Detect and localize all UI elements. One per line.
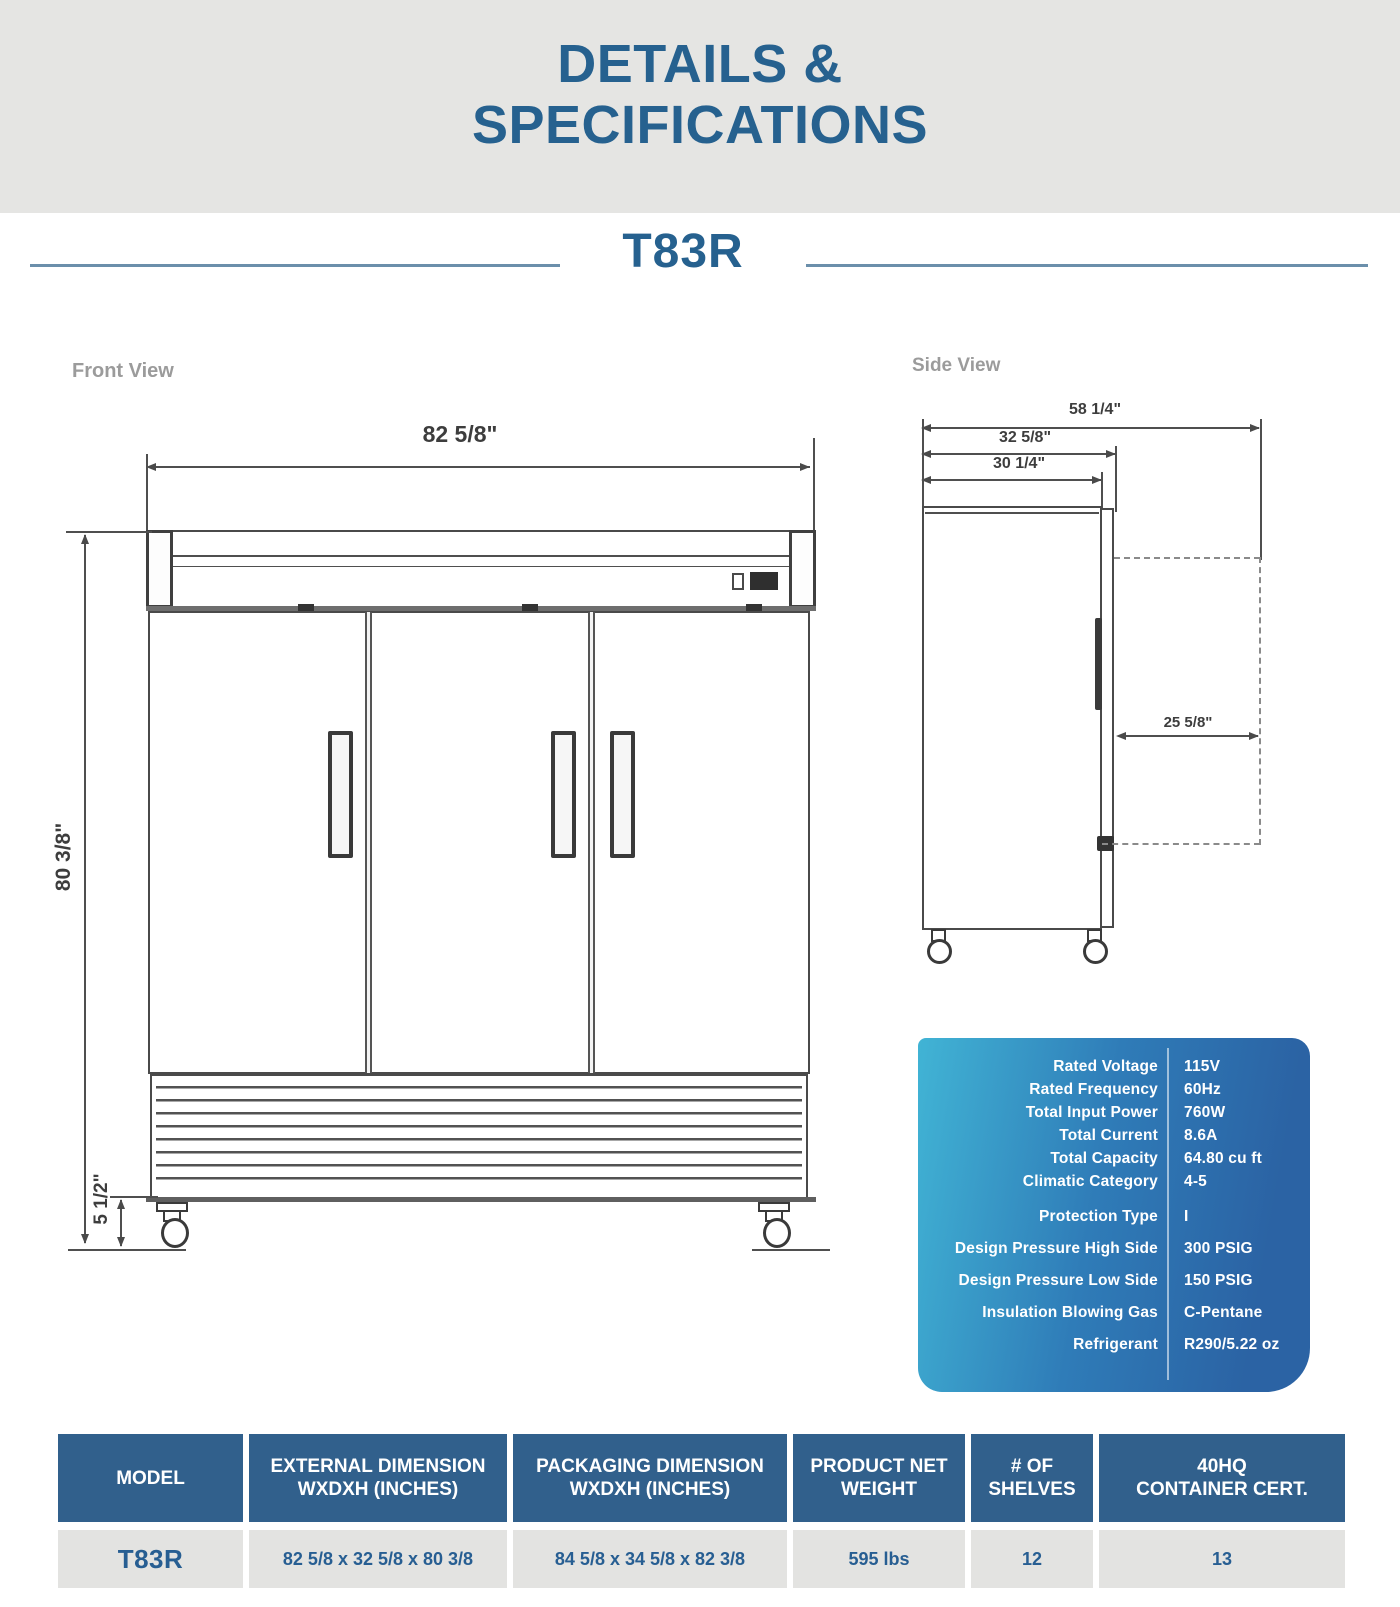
spec-label: Total Capacity [1050,1149,1158,1167]
col-header-packaging-dimension [513,1434,787,1522]
spec-label: Insulation Blowing Gas [982,1303,1158,1321]
col-header-line: WEIGHT [841,1479,917,1500]
front-door-2-handle [551,731,576,858]
spec-value: 4-5 [1184,1172,1208,1190]
front-band-line2 [150,566,812,567]
spec-value: I [1184,1207,1189,1225]
cell-external-dimension: 82 5/8 x 32 5/8 x 80 3/8 [249,1530,507,1588]
side-door-swing-line [1122,735,1258,737]
spec-value: 8.6A [1184,1126,1218,1144]
page-title-line1: DETAILS & [557,34,843,94]
front-height-dim-label: 80 3/8" [52,822,75,892]
col-header-line: 40HQ [1197,1456,1247,1477]
front-height-arrow-down-icon [81,1234,89,1244]
spec-row [918,1302,1310,1323]
side-ext-door-front [1115,446,1117,512]
spec-row [918,1148,1310,1169]
front-door-separator-2 [588,612,595,1073]
spec-row [918,1206,1310,1227]
spec-rows [918,1044,1310,1355]
front-door-separator-1 [365,612,372,1073]
spec-row [918,1079,1310,1100]
spec-value: R290/5.22 oz [1184,1335,1280,1353]
col-header-line: PRODUCT NET [810,1456,948,1477]
side-total-depth-arrow-right-icon [1250,424,1260,432]
spec-value: 150 PSIG [1184,1271,1253,1289]
col-header-shelves [971,1434,1093,1522]
spec-value: 60Hz [1184,1080,1221,1098]
front-switch [732,573,744,590]
side-ext-swing [1260,419,1262,560]
front-doors-outline [148,611,810,1074]
spec-table-header-row [58,1434,1345,1522]
spec-label: Total Input Power [1025,1103,1158,1121]
spec-row [918,1056,1310,1077]
spec-label: Protection Type [1039,1207,1158,1225]
front-top-band [146,530,816,608]
spec-table-data-row [58,1530,1345,1588]
spec-row [918,1334,1310,1355]
spec-row [918,1171,1310,1192]
title-rule-left [30,264,560,267]
spec-table [58,1434,1345,1588]
front-caster-arrow-down-icon [117,1237,125,1247]
front-view-label: Front View [72,360,174,382]
front-caster-arrow-up-icon [117,1199,125,1209]
title-rule-right [806,264,1368,267]
spec-label: Design Pressure Low Side [958,1271,1158,1289]
side-swing-dash-right [1259,557,1261,845]
front-floor-line-left [68,1249,186,1251]
side-cabinet-top-line [925,512,1099,514]
spec-label: Rated Frequency [1029,1080,1158,1098]
side-door-handle [1095,618,1102,710]
side-view-label: Side View [912,355,1001,376]
spec-value: 64.80 cu ft [1184,1149,1263,1167]
front-hinge-tick-1 [298,604,314,611]
front-hinge-tick-3 [746,604,762,611]
side-caster-right-wheel [1083,939,1108,964]
side-total-depth-label: 58 1/4" [1068,401,1122,418]
spec-row [918,1125,1310,1146]
spec-label: Total Current [1059,1126,1158,1144]
side-body-depth-label: 30 1/4" [992,455,1046,472]
spec-row [918,1238,1310,1259]
side-swing-dash-top [1114,557,1260,559]
cell-net-weight: 595 lbs [793,1530,965,1588]
side-swing-dash-bottom [1102,843,1260,845]
front-caster-right-wheel [763,1218,791,1248]
front-width-ext-left [146,454,148,534]
header-banner [0,0,1400,213]
front-height-arrow-up-icon [81,534,89,544]
spec-value: C-Pentane [1184,1303,1263,1321]
col-header-container-cert [1099,1434,1345,1522]
col-header-line: EXTERNAL DIMENSION [270,1456,486,1477]
col-header-line: WXDXH (INCHES) [297,1479,459,1500]
front-height-dim-line [84,535,86,1243]
front-caster-left-wheel [161,1218,189,1248]
col-header-line: # OF [1010,1456,1054,1477]
front-band-cap-left [146,530,173,608]
front-width-arrow-right-icon [800,463,810,471]
side-body-depth-line [927,479,1101,481]
page-title [0,34,1400,156]
side-door-swing-arrow-right-icon [1249,732,1259,740]
front-caster-ext-line [110,1196,158,1198]
side-door-swing-arrow-left-icon [1116,732,1126,740]
front-door-1-handle [328,731,353,858]
front-width-dim-label: 82 5/8" [422,421,498,447]
side-ext-body-front [1101,472,1103,508]
front-width-dim-line [152,466,810,468]
spec-label: Design Pressure High Side [954,1239,1158,1257]
col-header-model [58,1434,243,1522]
side-door-swing-label: 25 5/8" [1163,714,1213,731]
spec-value: 300 PSIG [1184,1239,1253,1257]
side-ext-left [922,419,924,507]
col-header-line: CONTAINER CERT. [1136,1479,1308,1500]
col-header-line: WXDXH (INCHES) [569,1479,731,1500]
spec-label: Refrigerant [1073,1335,1158,1353]
spec-value: 115V [1184,1057,1221,1075]
front-bottom-edge [146,1197,816,1202]
front-caster-dim-label: 5 1/2" [91,1173,112,1225]
model-title: T83R [622,225,744,278]
front-louver-slats [156,1086,802,1188]
front-height-ext-top [66,531,152,533]
col-header-net-weight [793,1434,965,1522]
front-hinge-tick-2 [522,604,538,611]
side-caster-left-wheel [927,939,952,964]
spec-row [918,1270,1310,1291]
col-header-line: SHELVES [988,1479,1076,1500]
spec-label: Rated Voltage [1053,1057,1158,1075]
col-header-external-dimension [249,1434,507,1522]
cell-container-cert: 13 [1099,1530,1345,1588]
spec-row [918,1102,1310,1123]
front-band-line1 [150,555,812,557]
spec-value: 760W [1184,1103,1226,1121]
front-door-3-handle [610,731,635,858]
page-title-line2: SPECIFICATIONS [471,95,929,155]
cell-shelves: 12 [971,1530,1093,1588]
side-depth-label: 32 5/8" [998,429,1052,446]
col-header-line: PACKAGING DIMENSION [536,1456,764,1477]
side-cabinet-outline [922,506,1102,930]
cell-model: T83R [58,1530,243,1588]
col-header-line: MODEL [116,1467,185,1489]
cell-packaging-dimension: 84 5/8 x 34 5/8 x 82 3/8 [513,1530,787,1588]
spec-label: Climatic Category [1022,1172,1158,1190]
side-door-panel [1100,508,1114,928]
front-control-panel [750,572,778,590]
front-floor-line-right [752,1249,830,1251]
front-band-cap-right [789,530,816,608]
